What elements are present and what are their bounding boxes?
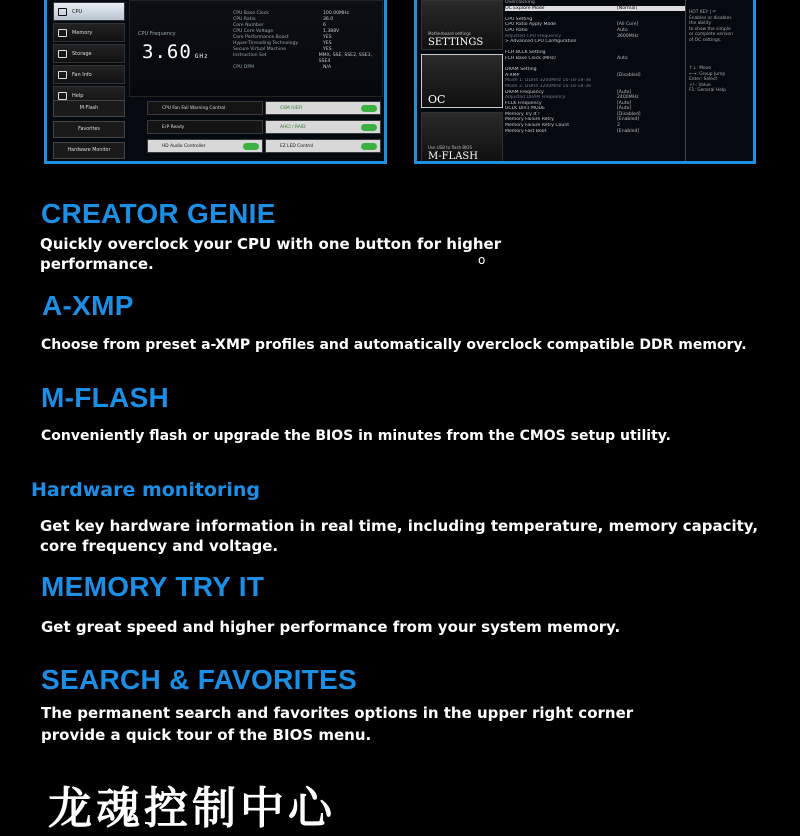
oc-setting-name: Memory Fast Boot	[505, 128, 547, 134]
oc-setting-value: 3600MHz	[617, 33, 639, 39]
oc-setting-name: DRAM Frequency	[505, 89, 544, 95]
help-pane	[685, 0, 749, 164]
switch-on-icon	[243, 143, 259, 150]
oc-setting-value: Auto	[617, 27, 628, 33]
m-flash-desc: Conveniently flash or upgrade the BIOS in minutes from the CMOS setup utility.	[41, 428, 671, 444]
m-flash-title: M-FLASH	[41, 382, 170, 413]
sidebar-item-cpu[interactable]	[53, 2, 125, 21]
m-flash-tile-caption: Use USB to flash BIOS	[428, 145, 472, 150]
bios-ez-mode-screenshot	[44, 0, 387, 164]
spec-value: MMX, SSE, SSE2, SSE3, SSE4	[318, 53, 373, 64]
oc-setting-name: Adjusted DRAM Frequency	[505, 95, 566, 101]
favorites-button[interactable]: Favorites	[53, 121, 125, 138]
frequency-unit: GHz	[194, 53, 209, 60]
spec-value: 100.00MHz	[323, 11, 349, 16]
oc-setting-value: 2400MHz	[617, 95, 639, 101]
oc-setting-value: [Disabled]	[617, 111, 641, 117]
oc-setting-value: [All Core]	[617, 22, 639, 28]
storage-icon	[58, 50, 67, 58]
oc-setting-name: Mode 2: DDR4 3200MHz 16-18-18-38	[505, 83, 591, 89]
creator-genie-title: CREATOR GENIE	[41, 198, 276, 229]
cpu-spec-table	[233, 11, 382, 71]
bios-advanced-oc-screenshot	[414, 0, 756, 164]
memory-try-it-desc: Get great speed and higher performance from your system memory.	[41, 618, 621, 636]
overclocking-settings-list	[505, 0, 685, 134]
oc-header-title: Overclocking	[505, 0, 535, 5]
oc-setting-name: UCLK DIV1 MODE	[505, 106, 546, 112]
spec-key: Instruction Set	[233, 53, 267, 58]
cpu-frequency-value	[142, 41, 209, 63]
switch-on-icon	[361, 143, 377, 150]
hardware-monitoring-desc: Get key hardware information in real time, including temperature, memory capacity, core frequency and voltage.	[40, 517, 759, 555]
oc-setting-name: A-XMP	[505, 72, 520, 78]
settings-tile[interactable]	[421, 0, 503, 50]
oc-setting-name: > Advanced CPU Configuration	[505, 39, 577, 45]
toggle-csm-uefi[interactable]	[265, 101, 381, 115]
sidebar-item-label: Memory	[72, 29, 93, 36]
spec-value: 6	[323, 23, 326, 28]
sidebar-item-label: Fan Info	[72, 71, 92, 78]
oc-setting-value: [Enabled]	[617, 117, 640, 123]
search-favorites-title: SEARCH & FAVORITES	[41, 664, 358, 695]
oc-setting-value: [Auto]	[617, 89, 632, 95]
spec-value: N/A	[323, 65, 332, 70]
memory-try-it-title: MEMORY TRY IT	[41, 571, 265, 602]
oc-setting-name: FCLK Frequency	[505, 100, 542, 106]
a-xmp-title: A-XMP	[42, 290, 134, 321]
sidebar-item-memory[interactable]	[53, 23, 125, 42]
hotkey-label[interactable]: HOT KEY | ↶	[689, 10, 717, 15]
switch-on-icon	[361, 105, 377, 112]
oc-setting-name: Adjusted CPU Frequency	[505, 33, 562, 39]
settings-tile-caption: Motherboard settings	[428, 31, 471, 36]
oc-setting-value: [Normal]	[617, 5, 638, 11]
settings-tile-title: SETTINGS	[428, 37, 484, 48]
oc-setting-name: FCH BCLK Setting	[505, 50, 546, 56]
oc-setting-name: CPU Ratio Apply Mode	[505, 22, 556, 28]
spec-row	[233, 65, 382, 71]
bottom-heading: 龙魂控制中心	[48, 783, 336, 834]
spec-value: 1.388V	[323, 29, 340, 34]
hardware-monitoring-title: Hardware monitoring	[31, 479, 260, 501]
spec-value: 36.0	[323, 17, 334, 22]
help-text: Enables or disables the ability to show the simple or complete version of OC settings.	[689, 15, 733, 43]
cpu-frequency-label: CPU Frequency	[138, 31, 176, 37]
a-xmp-desc: Choose from preset a-XMP profiles and automatically overclock compatible DDR memory.	[41, 337, 747, 353]
toggle-hd-audio[interactable]	[147, 139, 263, 153]
frequency-number: 3.60	[142, 41, 192, 63]
oc-setting-value: [Auto]	[617, 100, 632, 106]
oc-setting-name: CPU Ratio	[505, 27, 528, 33]
fan-icon	[58, 71, 67, 79]
spec-value: YES	[323, 35, 332, 40]
spec-key: Core Performance Boost	[233, 35, 289, 40]
help-icon	[58, 92, 67, 100]
oc-setting-name: OC Explore Mode	[505, 5, 545, 11]
toggle-label: HD Audio Controller	[162, 143, 206, 149]
m-flash-tile[interactable]	[421, 112, 503, 162]
toggle-label: CSM /UEFI	[280, 105, 303, 111]
oc-tile[interactable]	[421, 54, 503, 108]
memory-icon	[58, 29, 67, 37]
spec-key: Secure Virtual Machine	[233, 47, 286, 52]
creator-genie-desc: Quickly overclock your CPU with one button for higher performance.	[40, 235, 502, 273]
oc-setting-name: FCH Base Clock (MHz)	[505, 55, 556, 61]
oc-setting-value: Auto	[617, 55, 628, 61]
toggle-label: ErP Ready	[162, 124, 185, 130]
spec-key: CPU Ratio	[233, 17, 256, 22]
stray-circle-mark: o	[478, 253, 486, 267]
toggle-cpu-fan-fail-warning[interactable]	[147, 101, 263, 115]
toggle-ez-led[interactable]	[265, 139, 381, 153]
oc-setting-name: Memory Failure Retry Count	[505, 123, 570, 129]
m-flash-tile-title: M-FLASH	[428, 151, 478, 162]
sidebar-item-fan-info[interactable]	[53, 65, 125, 84]
switch-on-icon	[361, 124, 377, 131]
oc-setting-value: [Disabled]	[617, 72, 641, 78]
spec-row	[233, 53, 382, 65]
spec-key: CPU DPM	[233, 65, 255, 70]
sidebar-item-label: CPU	[72, 8, 83, 15]
oc-setting-name: CPU Setting	[505, 16, 533, 22]
oc-setting-value: [Enabled]	[617, 128, 640, 134]
cpu-icon	[58, 8, 67, 16]
spec-value: YES	[323, 47, 332, 52]
spec-key: Core Number	[233, 23, 264, 28]
sidebar-item-label: Storage	[72, 50, 92, 57]
oc-setting-name: Memory Failure Retry	[505, 117, 554, 123]
oc-sidebar	[419, 0, 505, 164]
toggle-label: AHCI / RAID	[280, 124, 306, 130]
spec-key: CPU Core Voltage	[233, 29, 274, 34]
oc-rows	[505, 6, 685, 135]
sidebar-item-label: Help	[72, 92, 84, 99]
oc-setting-row[interactable]	[505, 129, 685, 135]
oc-setting-name: Memory Try It !	[505, 111, 540, 117]
key-legend: ↑↓: Move ←→: Group Jump Enter: Select +/-: Value F1: General Help	[689, 65, 726, 94]
toggle-erp-ready[interactable]	[147, 120, 263, 134]
m-flash-button[interactable]: M-Flash	[53, 100, 125, 117]
toggle-ahci-raid[interactable]	[265, 120, 381, 134]
oc-setting-name: DRAM Setting	[505, 67, 537, 73]
toggle-label: EZ LED Control	[280, 143, 314, 149]
oc-tile-title: OC	[428, 93, 446, 106]
cpu-info-pane	[129, 0, 383, 97]
ez-shortcut-buttons	[53, 100, 125, 163]
sidebar-item-storage[interactable]	[53, 44, 125, 63]
ez-sidebar	[53, 0, 125, 107]
toggle-label: CPU Fan Fail Warning Control	[162, 105, 226, 111]
spec-key: CPU Base Clock	[233, 11, 269, 16]
spec-value: YES	[323, 41, 332, 46]
oc-setting-name: Mode 1: DDR4 3200MHz 16-18-18-38	[505, 78, 591, 84]
hardware-monitor-button[interactable]: Hardware Monitor	[53, 142, 125, 159]
spec-key: Hyper-Threading Technology	[233, 41, 299, 46]
oc-setting-value: [Auto]	[617, 106, 632, 112]
oc-setting-value: 2	[617, 123, 620, 129]
search-favorites-desc: The permanent search and favorites options in the upper right corner provide a quick tour of the BIOS menu.	[41, 704, 634, 744]
